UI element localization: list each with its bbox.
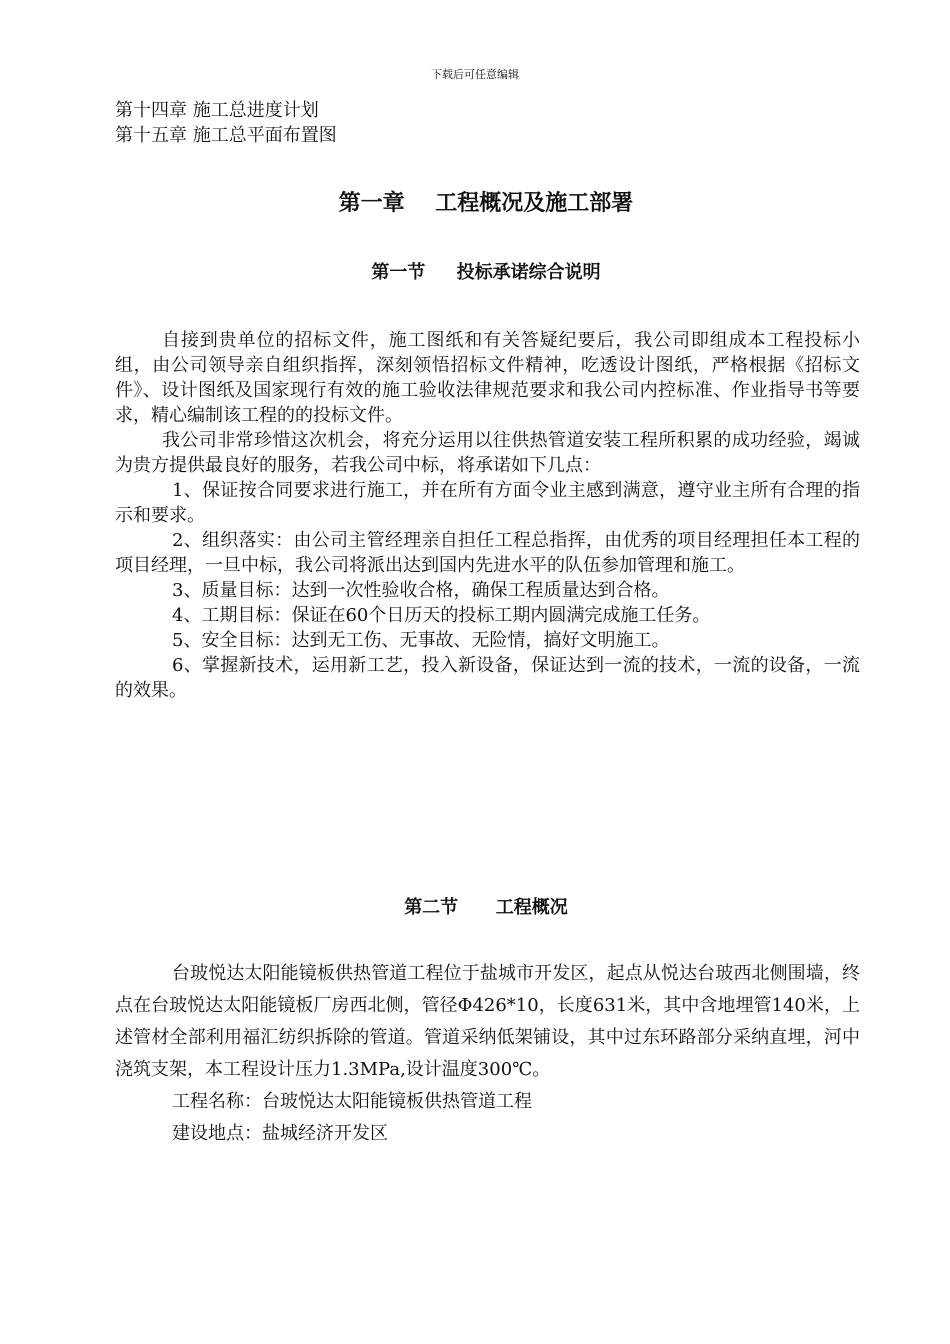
section-body (115, 328, 860, 703)
paragraph: 3、质量目标：达到一次性验收合格，确保工程质量达到合格。 (172, 580, 670, 601)
section-body (115, 958, 860, 1150)
paragraph: 2、组织落实：由公司主管经理亲自担任工程总指挥，由优秀的项目经理担任本工程的项目经理，一旦中标，我公司将派出达到国内先进水平的队伍参加管理和施工。 (115, 530, 860, 576)
paragraph: 自接到贵单位的招标文件，施工图纸和有关答疑纪要后，我公司即组成本工程投标小组，由公司领导亲自组织指挥，深刻领悟招标文件精神，吃透设计图纸，严格根据《招标文件》、设计图纸及国家现行有效的施工验收法律规范要求和我公司内控标准、作业指导书等要求，精心编制该工程的的投标文件。 (115, 330, 860, 426)
chapter-title: 第一章 工程概况及施工部署 (338, 190, 634, 216)
paragraph: 1、保证按合同要求进行施工，并在所有方面令业主感到满意，遵守业主所有合理的指示和要求。 (115, 480, 860, 526)
paragraph: 4、工期目标：保证在60个日历天的投标工期内圆满完成施工任务。 (172, 605, 711, 626)
section-title: 第二节 工程概况 (404, 897, 568, 918)
paragraph: 5、安全目标：达到无工伤、无事故、无险情，搞好文明施工。 (172, 630, 670, 651)
toc-item: 第十五章 施工总平面布置图 (115, 125, 337, 146)
paragraph: 6、掌握新技术，运用新工艺，投入新设备，保证达到一流的技术，一流的设备，一流的效果。 (115, 655, 860, 701)
paragraph: 台玻悦达太阳能镜板供热管道工程位于盐城市开发区，起点从悦达台玻西北侧围墙，终点在台玻悦达太阳能镜板厂房西北侧，管径Φ426*10，长度631米，其中含地埋管140米，上述管材全部利用福汇纺织拆除的管道。管道采纳低架铺设，其中过东环路部分采纳直埋，河中浇筑支架，本工程设计压力1.3MPa,设计温度300℃。 (115, 963, 860, 1080)
section-title: 第一节 投标承诺综合说明 (371, 262, 601, 283)
header-note: 下载后可任意编辑 (431, 68, 519, 81)
paragraph: 建设地点：盐城经济开发区 (172, 1123, 388, 1144)
toc-item: 第十四章 施工总进度计划 (115, 100, 319, 121)
table-of-contents (115, 98, 337, 148)
paragraph: 工程名称：台玻悦达太阳能镜板供热管道工程 (172, 1091, 532, 1112)
paragraph: 我公司非常珍惜这次机会，将充分运用以往供热管道安装工程所积累的成功经验，竭诚为贵方提供最良好的服务，若我公司中标，将承诺如下几点： (115, 430, 860, 476)
